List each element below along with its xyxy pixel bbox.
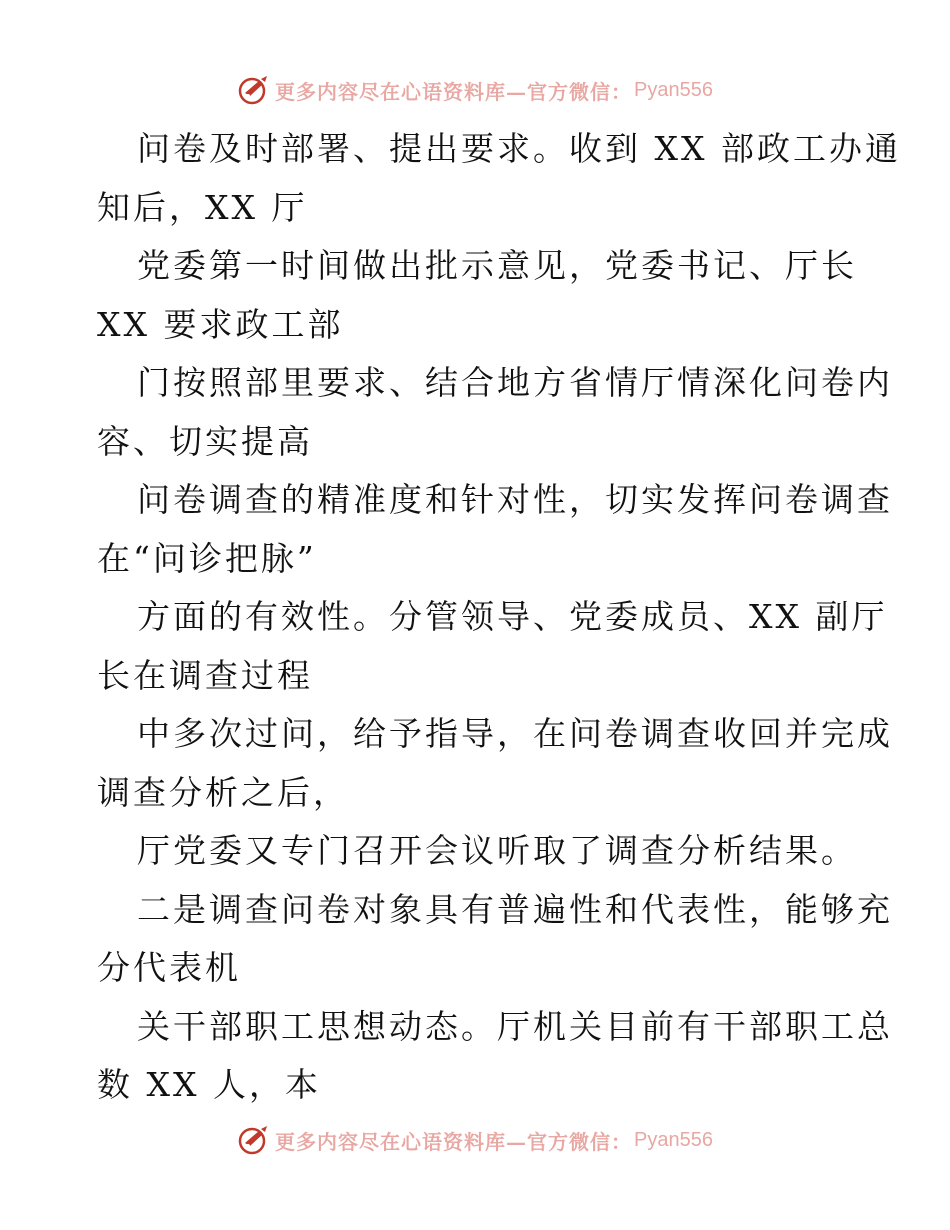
text-line: 问卷及时部署、提出要求。收到 XX 部政工办通 <box>137 129 901 168</box>
text-line: 关干部职工思想动态。厅机关目前有干部职工总 <box>137 1006 893 1046</box>
watermark-wechat-id: Pyan556 <box>634 78 713 101</box>
pen-logo-icon <box>237 73 271 107</box>
footer-watermark <box>0 1120 950 1160</box>
text-line: 知后，XX 厅 <box>97 187 308 227</box>
document-body <box>97 120 901 1115</box>
text-line: 门按照部里要求、结合地方省情厅情深化问卷内 <box>137 363 893 402</box>
watermark-text: 更多内容尽在心语资料库—官方微信： <box>275 1129 633 1154</box>
text-line: 厅党委又专门召开会议听取了调查分析结果。 <box>137 831 857 870</box>
text-line: 调查分析之后， <box>97 772 349 812</box>
watermark-text: 更多内容尽在心语资料库—官方微信： <box>275 79 633 104</box>
watermark-wechat-id: Pyan556 <box>634 1128 713 1151</box>
text-line: 数 XX 人，本 <box>97 1065 321 1104</box>
text-line: 问卷调查的精准度和针对性，切实发挥问卷调查 <box>137 480 893 519</box>
pen-logo-icon <box>237 1123 271 1157</box>
text-line: 容、切实提高 <box>97 421 313 461</box>
text-line: 在“问诊把脉” <box>97 538 317 578</box>
text-line: 分代表机 <box>97 948 241 987</box>
text-line: 方面的有效性。分管领导、党委成员、XX 副厅 <box>137 597 888 636</box>
text-line: 中多次过问，给予指导，在问卷调查收回并完成 <box>137 714 893 753</box>
header-watermark <box>0 70 950 110</box>
text-line: 长在调查过程 <box>97 655 313 695</box>
text-line: 党委第一时间做出批示意见，党委书记、厅长 <box>137 246 857 285</box>
text-line: XX 要求政工部 <box>97 304 344 344</box>
text-line: 二是调查问卷对象具有普遍性和代表性，能够充 <box>137 889 893 929</box>
